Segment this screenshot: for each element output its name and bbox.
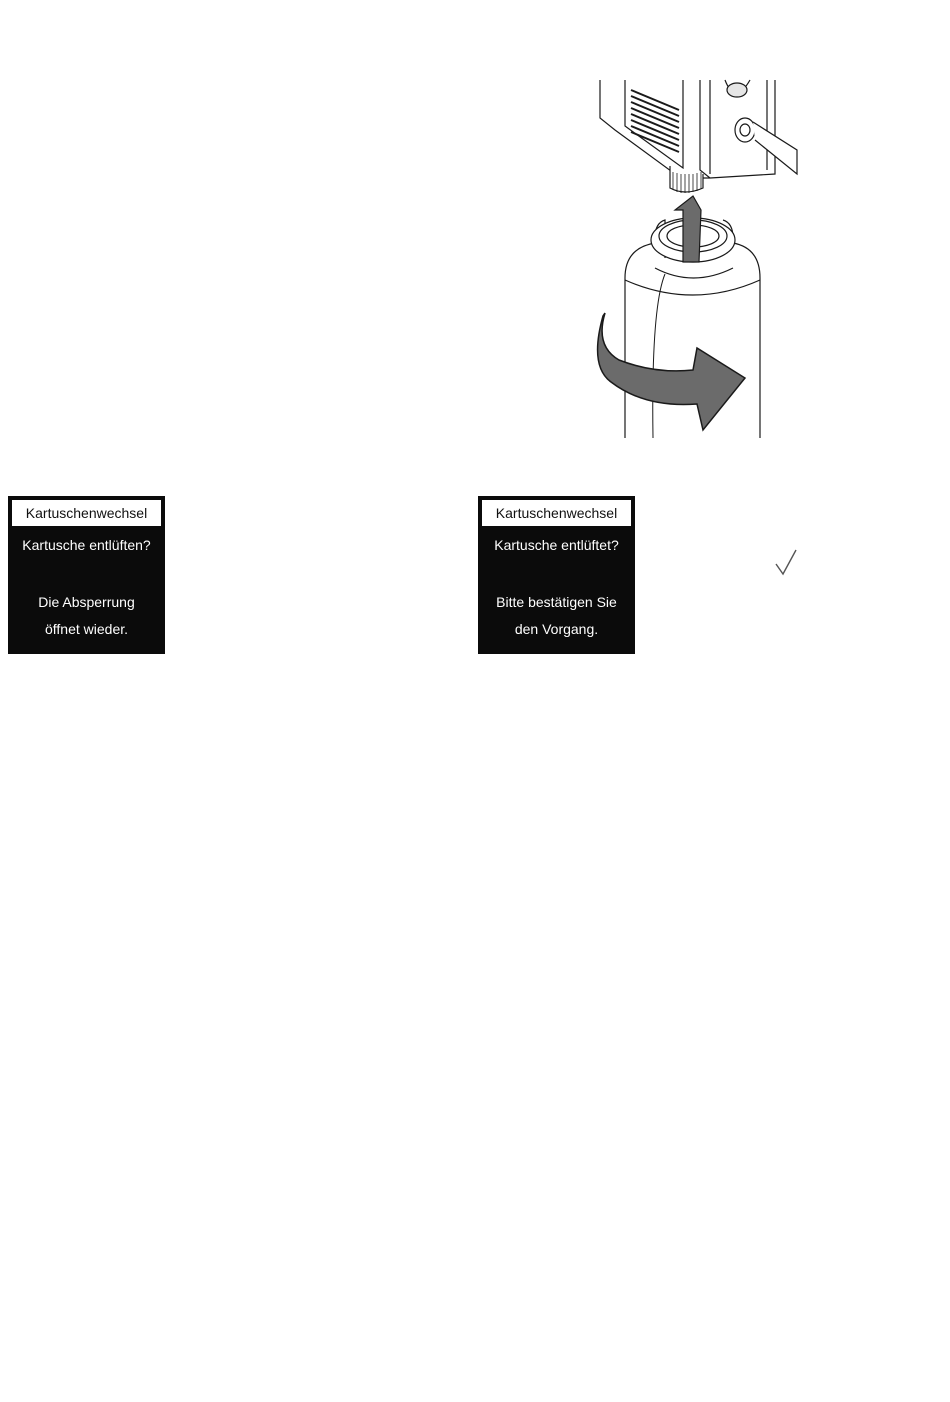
screen-question: Kartusche entlüften? xyxy=(22,537,151,553)
screen-message xyxy=(8,589,165,643)
display-screen-confirm xyxy=(478,496,635,654)
screen-message-line-1: Die Absperrung xyxy=(38,594,135,610)
screen-message xyxy=(478,589,635,643)
display-screen-venting xyxy=(8,496,165,654)
screen-message-line-1: Bitte bestätigen Sie xyxy=(496,594,617,610)
screen-message-line-2: öffnet wieder. xyxy=(44,621,129,637)
screen-title: Kartuschenwechsel xyxy=(12,500,161,526)
check-icon xyxy=(775,549,797,576)
screen-title: Kartuschenwechsel xyxy=(482,500,631,526)
screen-message-line-2: den Vorgang. xyxy=(514,621,599,637)
screen-question: Kartusche entlüftet? xyxy=(494,537,619,553)
cartridge-illustration xyxy=(585,78,815,440)
